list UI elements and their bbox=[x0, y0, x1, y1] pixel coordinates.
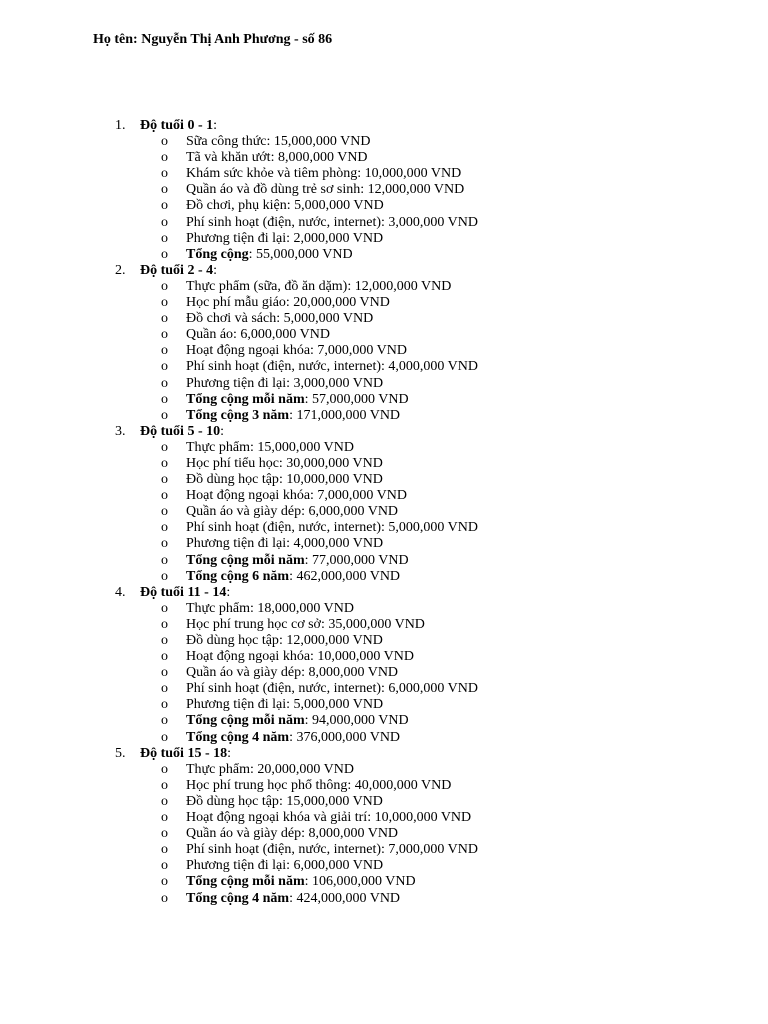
expense-text bbox=[186, 520, 478, 536]
expense-text bbox=[186, 697, 383, 713]
circle-bullet-icon: o bbox=[161, 311, 168, 327]
expense-label: Thực phẩm bbox=[186, 600, 250, 616]
expense-amount: : 12,000,000 VND bbox=[278, 633, 383, 648]
expense-label: Phương tiện đi lại bbox=[186, 697, 287, 713]
expense-text bbox=[186, 794, 383, 810]
circle-bullet-icon: o bbox=[161, 134, 168, 150]
circle-bullet-icon: o bbox=[161, 713, 168, 729]
expense-text bbox=[186, 633, 383, 649]
expense-label: Quần áo và giày dép bbox=[186, 826, 302, 842]
expense-text bbox=[186, 536, 383, 552]
expense-text bbox=[186, 569, 400, 585]
expense-text bbox=[186, 198, 384, 214]
expense-amount: : 40,000,000 VND bbox=[347, 777, 452, 793]
expense-amount: : 6,000,000 VND bbox=[381, 681, 478, 697]
expense-label: Hoạt động ngoại khóa bbox=[186, 649, 311, 665]
expense-text bbox=[186, 134, 370, 150]
expense-amount: : 55,000,000 VND bbox=[248, 246, 353, 262]
circle-bullet-icon: o bbox=[161, 327, 168, 343]
expense-amount: : 2,000,000 VND bbox=[286, 230, 384, 246]
circle-bullet-icon: o bbox=[161, 616, 168, 632]
list-number: 3. bbox=[115, 423, 126, 439]
expense-amount: : 376,000,000 VND bbox=[289, 729, 401, 745]
circle-bullet-icon: o bbox=[161, 166, 168, 182]
expense-amount: : 77,000,000 VND bbox=[304, 552, 409, 568]
age-group-title: Độ tuổi 0 - 1: bbox=[140, 118, 218, 133]
expense-amount: : 10,000,000 VND bbox=[310, 649, 414, 665]
expense-label: Sữa công thức bbox=[186, 134, 267, 150]
circle-bullet-icon: o bbox=[161, 214, 168, 230]
expense-label: Tổng cộng 4 năm bbox=[186, 729, 290, 745]
circle-bullet-icon: o bbox=[161, 472, 168, 488]
expense-text bbox=[186, 408, 400, 424]
expense-label: Tổng cộng 4 năm bbox=[186, 890, 290, 906]
expense-label: Đồ dùng học tập bbox=[186, 633, 279, 648]
expense-label: Tổng cộng mỗi năm bbox=[186, 391, 305, 407]
list-number: 5. bbox=[115, 745, 126, 761]
expense-label: Khám sức khỏe và tiêm phòng bbox=[186, 166, 358, 182]
list-number: 2. bbox=[115, 262, 126, 278]
expense-amount: : 6,000,000 VND bbox=[233, 327, 331, 343]
expense-label: Học phí tiểu học bbox=[186, 455, 279, 471]
expense-label: Tổng cộng mỗi năm bbox=[186, 874, 305, 890]
expense-amount: : 94,000,000 VND bbox=[304, 713, 409, 729]
expense-amount: : 4,000,000 VND bbox=[286, 536, 384, 552]
expense-amount: : 10,000,000 VND bbox=[357, 166, 462, 182]
expense-amount: : 462,000,000 VND bbox=[289, 568, 401, 584]
expense-text bbox=[186, 166, 461, 182]
expense-amount: : 4,000,000 VND bbox=[381, 359, 478, 375]
circle-bullet-icon: o bbox=[161, 455, 168, 471]
expense-label: Phí sinh hoạt (điện, nước, internet) bbox=[186, 842, 382, 858]
expense-label: Phí sinh hoạt (điện, nước, internet) bbox=[186, 214, 382, 230]
list-number: 1. bbox=[115, 118, 126, 133]
expense-label: Thực phẩm bbox=[186, 761, 250, 777]
expense-text bbox=[186, 874, 416, 890]
expense-label: Hoạt động ngoại khóa và giải trí bbox=[186, 810, 368, 826]
age-group-title-text: Độ tuổi 5 - 10 bbox=[140, 423, 221, 439]
circle-bullet-icon: o bbox=[161, 729, 168, 745]
circle-bullet-icon: o bbox=[161, 842, 168, 858]
expense-text bbox=[186, 311, 373, 327]
circle-bullet-icon: o bbox=[161, 633, 168, 648]
age-group-title-text: Độ tuổi 15 - 18 bbox=[140, 745, 228, 761]
circle-bullet-icon: o bbox=[161, 278, 168, 294]
expense-text bbox=[186, 215, 478, 231]
expense-text bbox=[186, 713, 409, 729]
expense-text bbox=[186, 665, 398, 681]
circle-bullet-icon: o bbox=[161, 198, 168, 214]
expense-label: Đồ dùng học tập bbox=[186, 472, 279, 488]
expense-amount: : 8,000,000 VND bbox=[301, 826, 399, 842]
expense-amount: : 15,000,000 VND bbox=[249, 439, 354, 455]
circle-bullet-icon: o bbox=[161, 874, 168, 890]
expense-amount: : 171,000,000 VND bbox=[289, 407, 401, 423]
circle-bullet-icon: o bbox=[161, 552, 168, 568]
expense-amount: : 20,000,000 VND bbox=[249, 761, 354, 777]
expense-amount: : 6,000,000 VND bbox=[301, 504, 399, 520]
circle-bullet-icon: o bbox=[161, 761, 168, 777]
expense-text bbox=[186, 810, 471, 826]
expense-label: Quần áo bbox=[186, 327, 234, 343]
expense-amount: : 18,000,000 VND bbox=[249, 600, 354, 616]
circle-bullet-icon: o bbox=[161, 343, 168, 359]
expense-text bbox=[186, 343, 407, 359]
age-group-title: Độ tuổi 5 - 10: bbox=[140, 423, 225, 439]
expense-label: Quần áo và giày dép bbox=[186, 665, 302, 681]
circle-bullet-icon: o bbox=[161, 826, 168, 842]
expense-text bbox=[186, 891, 400, 907]
expense-label: Tã và khăn ướt bbox=[186, 150, 271, 166]
expense-amount: : 106,000,000 VND bbox=[304, 874, 416, 890]
circle-bullet-icon: o bbox=[161, 777, 168, 793]
expense-text bbox=[186, 553, 409, 569]
expense-label: Phương tiện đi lại bbox=[186, 536, 287, 552]
expense-text bbox=[186, 617, 425, 633]
age-group-title-text: Độ tuổi 11 - 14 bbox=[140, 584, 227, 600]
age-group-title: Độ tuổi 15 - 18: bbox=[140, 745, 232, 761]
expense-text bbox=[186, 842, 478, 858]
circle-bullet-icon: o bbox=[161, 246, 168, 262]
expense-text bbox=[186, 359, 478, 375]
expense-amount: : 12,000,000 VND bbox=[347, 278, 452, 294]
expense-amount: : 15,000,000 VND bbox=[278, 793, 383, 809]
expense-amount: : 7,000,000 VND bbox=[310, 343, 407, 359]
circle-bullet-icon: o bbox=[161, 858, 168, 874]
expense-amount: : 15,000,000 VND bbox=[266, 134, 371, 150]
expense-text bbox=[186, 601, 354, 617]
expense-amount: : 57,000,000 VND bbox=[304, 391, 409, 407]
circle-bullet-icon: o bbox=[161, 150, 168, 166]
expense-amount: : 10,000,000 VND bbox=[367, 810, 472, 826]
circle-bullet-icon: o bbox=[161, 649, 168, 665]
expense-text bbox=[186, 649, 414, 665]
circle-bullet-icon: o bbox=[161, 295, 168, 311]
expense-text bbox=[186, 472, 383, 488]
expense-label: Phương tiện đi lại bbox=[186, 230, 287, 246]
expense-text bbox=[186, 231, 383, 247]
expense-amount: : 5,000,000 VND bbox=[276, 311, 374, 327]
circle-bullet-icon: o bbox=[161, 536, 168, 552]
circle-bullet-icon: o bbox=[161, 520, 168, 536]
expense-text bbox=[186, 247, 353, 263]
circle-bullet-icon: o bbox=[161, 375, 168, 391]
expense-text bbox=[186, 762, 354, 778]
expense-amount: : 7,000,000 VND bbox=[381, 842, 478, 858]
expense-label: Tổng cộng bbox=[186, 246, 249, 262]
expense-text bbox=[186, 456, 383, 472]
expense-text bbox=[186, 826, 398, 842]
expense-amount: : 8,000,000 VND bbox=[301, 665, 399, 681]
expense-amount: : 30,000,000 VND bbox=[278, 455, 383, 471]
expense-label: Học phí trung học cơ sở bbox=[186, 616, 321, 632]
expense-label: Đồ chơi và sách bbox=[186, 311, 277, 327]
expense-amount: : 12,000,000 VND bbox=[360, 182, 465, 198]
expense-text bbox=[186, 182, 464, 198]
expense-label: Phí sinh hoạt (điện, nước, internet) bbox=[186, 359, 382, 375]
expense-label: Phí sinh hoạt (điện, nước, internet) bbox=[186, 681, 382, 697]
expense-amount: : 6,000,000 VND bbox=[286, 858, 384, 874]
expense-amount: : 10,000,000 VND bbox=[278, 472, 383, 488]
expense-label: Tổng cộng 6 năm bbox=[186, 568, 290, 584]
list-number: 4. bbox=[115, 584, 126, 600]
circle-bullet-icon: o bbox=[161, 600, 168, 616]
expense-label: Quần áo và giày dép bbox=[186, 504, 302, 520]
circle-bullet-icon: o bbox=[161, 504, 168, 520]
expense-label: Phí sinh hoạt (điện, nước, internet) bbox=[186, 520, 382, 536]
expense-label: Hoạt động ngoại khóa bbox=[186, 343, 311, 359]
expense-amount: : 3,000,000 VND bbox=[381, 214, 478, 230]
circle-bullet-icon: o bbox=[161, 681, 168, 697]
expense-amount: : 424,000,000 VND bbox=[289, 890, 401, 906]
circle-bullet-icon: o bbox=[161, 793, 168, 809]
expense-amount: : 20,000,000 VND bbox=[285, 295, 390, 311]
circle-bullet-icon: o bbox=[161, 391, 168, 407]
circle-bullet-icon: o bbox=[161, 488, 168, 504]
expense-amount: : 35,000,000 VND bbox=[320, 616, 425, 632]
expense-text bbox=[186, 327, 330, 343]
expense-amount: : 5,000,000 VND bbox=[286, 697, 384, 713]
expense-label: Thực phẩm bbox=[186, 439, 250, 455]
document-header: Họ tên: Nguyễn Thị Anh Phương - số 86 bbox=[93, 32, 333, 47]
expense-amount: : 5,000,000 VND bbox=[381, 520, 478, 536]
circle-bullet-icon: o bbox=[161, 810, 168, 826]
circle-bullet-icon: o bbox=[161, 359, 168, 375]
expense-label: Đồ dùng học tập bbox=[186, 793, 279, 809]
circle-bullet-icon: o bbox=[161, 568, 168, 584]
expense-text bbox=[186, 730, 400, 746]
expense-label: Tổng cộng mỗi năm bbox=[186, 713, 305, 729]
expense-text bbox=[186, 778, 451, 794]
expense-text bbox=[186, 681, 478, 697]
expense-label: Hoạt động ngoại khóa bbox=[186, 488, 311, 504]
expense-text bbox=[186, 295, 390, 311]
expense-text bbox=[186, 279, 451, 295]
expense-label: Học phí trung học phổ thông bbox=[186, 777, 348, 793]
expense-label: Quần áo và đồ dùng trẻ sơ sinh bbox=[186, 182, 361, 198]
expense-label: Tổng cộng mỗi năm bbox=[186, 552, 305, 568]
age-group-title-text: Độ tuổi 2 - 4 bbox=[140, 262, 214, 278]
circle-bullet-icon: o bbox=[161, 439, 168, 455]
expense-amount: : 8,000,000 VND bbox=[270, 150, 368, 166]
expense-text bbox=[186, 392, 409, 408]
age-group-title-text: Độ tuổi 0 - 1 bbox=[140, 118, 214, 133]
circle-bullet-icon: o bbox=[161, 665, 168, 681]
expense-label: Tổng cộng 3 năm bbox=[186, 407, 290, 423]
age-group-title: Độ tuổi 2 - 4: bbox=[140, 262, 218, 278]
expense-text bbox=[186, 488, 407, 504]
expense-label: Học phí mẫu giáo bbox=[186, 295, 286, 311]
expense-text bbox=[186, 376, 383, 392]
circle-bullet-icon: o bbox=[161, 182, 168, 198]
expense-text bbox=[186, 150, 368, 166]
expense-text bbox=[186, 858, 383, 874]
expense-amount: : 7,000,000 VND bbox=[310, 488, 407, 504]
circle-bullet-icon: o bbox=[161, 890, 168, 906]
expense-label: Phương tiện đi lại bbox=[186, 375, 287, 391]
expense-label: Đồ chơi, phụ kiện bbox=[186, 198, 287, 214]
age-group-title: Độ tuổi 11 - 14: bbox=[140, 584, 231, 600]
expense-text bbox=[186, 504, 398, 520]
expense-amount: : 3,000,000 VND bbox=[286, 375, 384, 391]
circle-bullet-icon: o bbox=[161, 407, 168, 423]
expense-label: Phương tiện đi lại bbox=[186, 858, 287, 874]
expense-text bbox=[186, 440, 354, 456]
expense-amount: : 5,000,000 VND bbox=[286, 198, 384, 214]
expense-label: Thực phẩm (sữa, đồ ăn dặm) bbox=[186, 278, 348, 294]
circle-bullet-icon: o bbox=[161, 697, 168, 713]
circle-bullet-icon: o bbox=[161, 230, 168, 246]
